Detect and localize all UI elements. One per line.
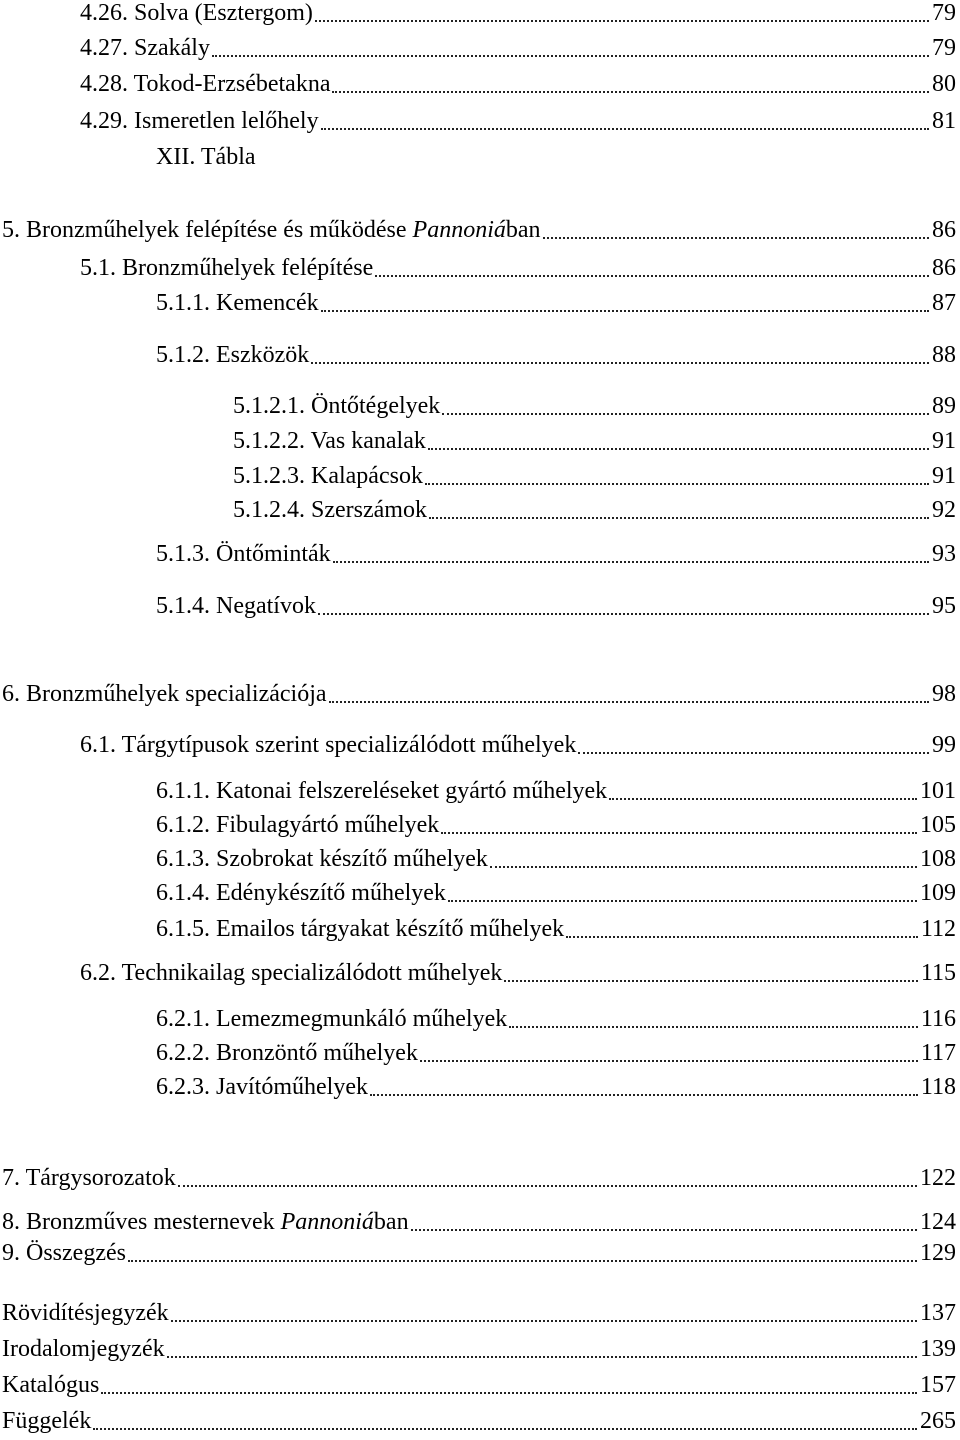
toc-entry [156, 342, 956, 368]
toc-entry-page: 101 [920, 778, 956, 804]
toc-entry-title: 5.1.2.3. Kalapácsok [233, 463, 423, 489]
toc-entry-title: 5.1.2.1. Öntőtégelyek [233, 393, 441, 419]
toc-entry-page: 109 [920, 880, 956, 906]
toc-entry-title: 6.2. Technikailag specializálódott műhelyek [80, 960, 503, 986]
toc-entry-page: 91 [932, 463, 956, 489]
toc-entry [156, 290, 956, 316]
toc-entry-page: 105 [920, 812, 956, 838]
toc-entry-title: 5.1.4. Negatívok [156, 593, 316, 619]
toc-entry-title [2, 1209, 409, 1235]
toc-entry-page: 87 [932, 290, 956, 316]
dot-leader [332, 91, 929, 93]
toc-entry [156, 812, 956, 838]
toc-entry [80, 108, 956, 134]
toc-entry [2, 1209, 956, 1235]
toc-entry [156, 1040, 956, 1066]
toc-entry-title: 6.2.2. Bronzöntő műhelyek [156, 1040, 418, 1066]
dot-leader [171, 1320, 917, 1322]
toc-entry [156, 1006, 956, 1032]
dot-leader [428, 448, 929, 450]
dot-leader [329, 701, 929, 703]
toc-entry-title: Katalógus [2, 1372, 100, 1398]
dot-leader [375, 275, 929, 277]
dot-leader [321, 128, 929, 130]
dot-leader [311, 362, 929, 364]
toc-entry-title: 6.1.4. Edénykészítő műhelyek [156, 880, 446, 906]
toc-entry-page: 137 [920, 1300, 956, 1326]
toc-entry [2, 1240, 956, 1266]
toc-entry-page: 112 [920, 916, 956, 942]
toc-entry-page: 81 [932, 108, 956, 134]
toc-entry-title: 5.1.1. Kemencék [156, 290, 319, 316]
toc-entry [233, 497, 956, 523]
toc-entry [233, 428, 956, 454]
dot-leader [543, 237, 929, 239]
toc-entry-page: 157 [920, 1372, 956, 1398]
dot-leader [509, 1026, 918, 1028]
dot-leader [442, 413, 929, 415]
toc-entry-title: 7. Tárgysorozatok [2, 1165, 176, 1191]
toc-entry-title: 5.1.3. Öntőminták [156, 541, 331, 567]
dot-leader [504, 980, 917, 982]
dot-leader [128, 1260, 917, 1262]
toc-entry [2, 1372, 956, 1398]
toc-entry [2, 1165, 956, 1191]
toc-entry [233, 463, 956, 489]
toc-entry-page: 79 [932, 0, 956, 26]
dot-leader [333, 561, 929, 563]
toc-entry-page: 98 [932, 681, 956, 707]
toc-entry-page: 117 [920, 1040, 956, 1066]
dot-leader [566, 936, 918, 938]
dot-leader [101, 1392, 917, 1394]
toc-entry-page: 95 [932, 593, 956, 619]
toc-entry [156, 541, 956, 567]
dot-leader [315, 20, 929, 22]
toc-entry-page: 93 [932, 541, 956, 567]
toc-entry-page: 122 [920, 1165, 956, 1191]
toc-entry-title: 5.1.2.4. Szerszámok [233, 497, 427, 523]
toc-entry-title: 6.1.1. Katonai felszereléseket gyártó műhelyek [156, 778, 608, 804]
toc-entry-page: 108 [920, 846, 956, 872]
toc-entry-page: 79 [932, 35, 956, 61]
toc-entry [156, 1074, 956, 1100]
toc-entry [80, 35, 956, 61]
dot-leader [167, 1356, 917, 1358]
toc-entry-title: 5.1.2. Eszközök [156, 342, 310, 368]
dot-leader [429, 517, 929, 519]
toc-entry-title [2, 217, 541, 243]
toc-entry-page: 99 [932, 732, 956, 758]
toc-entry-title-part: 5. Bronzműhelyek felépítése és működése [2, 217, 413, 243]
toc-entry-page: 80 [932, 71, 956, 97]
toc-entry-title: 6.1.2. Fibulagyártó műhelyek [156, 812, 440, 838]
toc-entry-page: 89 [932, 393, 956, 419]
toc-entry-page: 116 [920, 1006, 956, 1032]
toc-entry-title-italic: Pannoniá [280, 1209, 374, 1235]
toc-entry [2, 1336, 956, 1362]
toc-entry-title: 6.2.1. Lemezmegmunkáló műhelyek [156, 1006, 508, 1032]
toc-entry-page: 86 [932, 217, 956, 243]
dot-leader [609, 798, 917, 800]
toc-entry [2, 681, 956, 707]
toc-entry-title: 6.2.3. Javítóműhelyek [156, 1074, 368, 1100]
toc-entry-title: 5.1.2.2. Vas kanalak [233, 428, 426, 454]
toc-entry [156, 593, 956, 619]
toc-entry-title-part: 8. Bronzműves mesternevek [2, 1209, 281, 1235]
dot-leader [212, 55, 929, 57]
toc-entry-title: Függelék [2, 1408, 92, 1434]
toc-entry-title: 6.1.5. Emailos tárgyakat készítő műhelyek [156, 916, 565, 942]
dot-leader [178, 1185, 917, 1187]
toc-entry-title: XII. Tábla [156, 144, 256, 170]
toc-entry [80, 0, 956, 26]
toc-entry-title: 5.1. Bronzműhelyek felépítése [80, 255, 374, 281]
toc-entry [80, 960, 956, 986]
toc-entry [156, 778, 956, 804]
toc-entry [156, 846, 956, 872]
toc-entry-title-italic: Pannoniá [412, 217, 506, 243]
toc-entry [80, 255, 956, 281]
toc-entry-page: 124 [920, 1209, 956, 1235]
dot-leader [318, 613, 929, 615]
toc-entry-title: 6.1.3. Szobrokat készítő műhelyek [156, 846, 488, 872]
toc-entry-title: 4.27. Szakály [80, 35, 210, 61]
toc-entry [233, 393, 956, 419]
toc-entry-title: 4.28. Tokod-Erzsébetakna [80, 71, 331, 97]
dot-leader [411, 1229, 917, 1231]
toc-entry [156, 880, 956, 906]
toc-entry [2, 1300, 956, 1326]
toc-entry-page: 91 [932, 428, 956, 454]
toc-entry [80, 732, 956, 758]
toc-entry [2, 1408, 956, 1434]
toc-entry-page: 115 [920, 960, 956, 986]
dot-leader [448, 900, 917, 902]
toc-entry-title: 4.29. Ismeretlen lelőhely [80, 108, 319, 134]
toc-entry-page: 86 [932, 255, 956, 281]
toc-entry [156, 916, 956, 942]
dot-leader [420, 1060, 918, 1062]
dot-leader [93, 1428, 917, 1430]
dot-leader [321, 310, 929, 312]
dot-leader [441, 832, 917, 834]
toc-entry-page: 265 [920, 1408, 956, 1434]
toc-entry-title-part: ban [373, 1209, 409, 1235]
toc-entry-page: 139 [920, 1336, 956, 1362]
toc-entry-page: 88 [932, 342, 956, 368]
toc-entry-page: 129 [920, 1240, 956, 1266]
toc-entry-title: 6.1. Tárgytípusok szerint specializálódott műhelyek [80, 732, 577, 758]
dot-leader [425, 483, 929, 485]
toc-entry-page: 92 [932, 497, 956, 523]
toc-entry-title: Rövidítésjegyzék [2, 1300, 169, 1326]
toc-entry-page: 118 [920, 1074, 956, 1100]
toc-entry-title: 4.26. Solva (Esztergom) [80, 0, 313, 26]
toc-entry-title: Irodalomjegyzék [2, 1336, 165, 1362]
toc-entry-title: 9. Összegzés [2, 1240, 126, 1266]
dot-leader [490, 866, 917, 868]
toc-entry [156, 144, 956, 170]
toc-entry-title: 6. Bronzműhelyek specializációja [2, 681, 327, 707]
dot-leader [578, 752, 929, 754]
toc-entry [80, 71, 956, 97]
toc-entry [2, 217, 956, 243]
dot-leader [370, 1094, 918, 1096]
toc-entry-title-part: ban [505, 217, 541, 243]
